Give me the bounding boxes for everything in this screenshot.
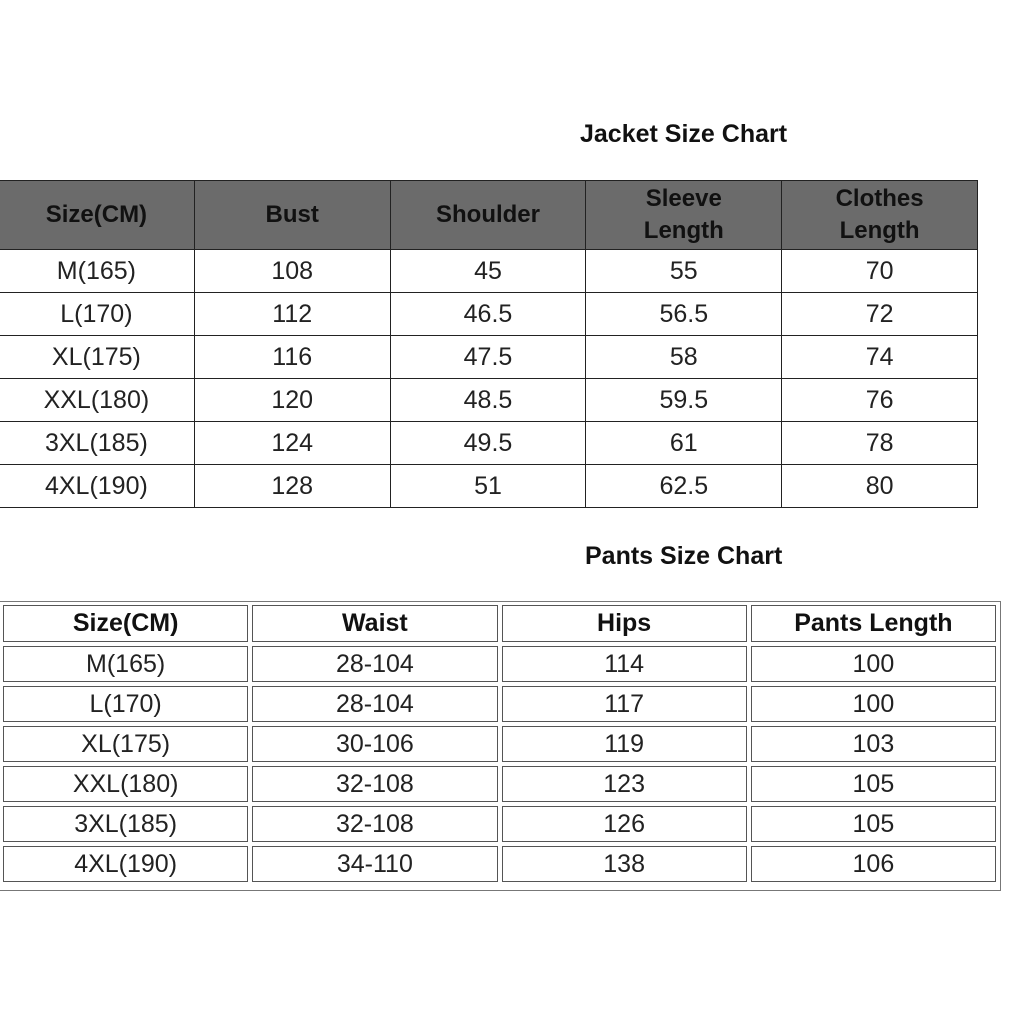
jacket-table-cell: 76 <box>782 379 978 422</box>
pants-table-cell: 105 <box>751 766 996 802</box>
jacket-table-row <box>0 250 978 293</box>
pants-table-cell: 126 <box>502 806 747 842</box>
pants-table-cell: M(165) <box>3 646 248 682</box>
pants-table-cell: 123 <box>502 766 747 802</box>
pants-table-cell: 28-104 <box>252 646 497 682</box>
jacket-header-shoulder: Shoulder <box>390 181 586 250</box>
jacket-table-row <box>0 336 978 379</box>
pants-size-table <box>0 601 1000 886</box>
pants-table-cell: 138 <box>502 846 747 882</box>
pants-table-row <box>3 806 996 842</box>
jacket-table-row <box>0 379 978 422</box>
pants-table-cell: 4XL(190) <box>3 846 248 882</box>
jacket-table-row <box>0 465 978 508</box>
pants-table-cell: 100 <box>751 646 996 682</box>
jacket-size-chart-title: Jacket Size Chart <box>580 120 788 148</box>
jacket-table-cell: 108 <box>194 250 390 293</box>
jacket-table-cell: 124 <box>194 422 390 465</box>
jacket-table-cell: M(165) <box>0 250 194 293</box>
jacket-table-cell: 51 <box>390 465 586 508</box>
jacket-table-cell: 55 <box>586 250 782 293</box>
pants-table-row <box>3 726 996 762</box>
jacket-table-cell: 45 <box>390 250 586 293</box>
pants-table-cell: XXL(180) <box>3 766 248 802</box>
pants-table-row <box>3 686 996 722</box>
jacket-table-cell: 48.5 <box>390 379 586 422</box>
pants-header-waist: Waist <box>252 605 497 642</box>
pants-table-cell: 114 <box>502 646 747 682</box>
jacket-table-cell: 116 <box>194 336 390 379</box>
jacket-table-cell: 70 <box>782 250 978 293</box>
pants-table-cell: 103 <box>751 726 996 762</box>
jacket-header-clothes-length: Clothes Length <box>782 181 978 250</box>
pants-table-cell: 119 <box>502 726 747 762</box>
pants-table-cell: 117 <box>502 686 747 722</box>
jacket-header-row <box>0 181 978 250</box>
jacket-header-bust: Bust <box>194 181 390 250</box>
pants-table-frame <box>0 601 1001 891</box>
jacket-header-size: Size(CM) <box>0 181 194 250</box>
jacket-table-row <box>0 293 978 336</box>
jacket-table-cell: 4XL(190) <box>0 465 194 508</box>
jacket-table-cell: L(170) <box>0 293 194 336</box>
pants-table-cell: 3XL(185) <box>3 806 248 842</box>
jacket-table-cell: 78 <box>782 422 978 465</box>
pants-table-cell: 106 <box>751 846 996 882</box>
pants-table-row <box>3 766 996 802</box>
pants-header-pants-length: Pants Length <box>751 605 996 642</box>
pants-table-cell: L(170) <box>3 686 248 722</box>
pants-table-cell: 32-108 <box>252 806 497 842</box>
jacket-table-cell: 128 <box>194 465 390 508</box>
jacket-table-cell: 80 <box>782 465 978 508</box>
pants-table-cell: 100 <box>751 686 996 722</box>
jacket-table-cell: 72 <box>782 293 978 336</box>
jacket-table-cell: 49.5 <box>390 422 586 465</box>
jacket-table-cell: 61 <box>586 422 782 465</box>
pants-table-cell: 30-106 <box>252 726 497 762</box>
jacket-table-cell: 59.5 <box>586 379 782 422</box>
pants-header-hips: Hips <box>502 605 747 642</box>
jacket-table-row <box>0 422 978 465</box>
pants-header-size: Size(CM) <box>3 605 248 642</box>
jacket-table-cell: 46.5 <box>390 293 586 336</box>
pants-table-cell: 32-108 <box>252 766 497 802</box>
pants-table-row <box>3 846 996 882</box>
pants-table-cell: 105 <box>751 806 996 842</box>
jacket-table-cell: XXL(180) <box>0 379 194 422</box>
pants-size-chart-title: Pants Size Chart <box>585 542 783 570</box>
jacket-size-table <box>0 180 978 508</box>
jacket-table-cell: XL(175) <box>0 336 194 379</box>
pants-table-row <box>3 646 996 682</box>
jacket-table-cell: 58 <box>586 336 782 379</box>
jacket-table-cell: 47.5 <box>390 336 586 379</box>
jacket-table-cell: 112 <box>194 293 390 336</box>
jacket-header-sleeve-length: Sleeve Length <box>586 181 782 250</box>
jacket-table-cell: 120 <box>194 379 390 422</box>
jacket-table-cell: 74 <box>782 336 978 379</box>
pants-table-cell: 34-110 <box>252 846 497 882</box>
pants-table-cell: 28-104 <box>252 686 497 722</box>
jacket-table-cell: 3XL(185) <box>0 422 194 465</box>
pants-table-cell: XL(175) <box>3 726 248 762</box>
jacket-table-cell: 62.5 <box>586 465 782 508</box>
jacket-table-cell: 56.5 <box>586 293 782 336</box>
pants-header-row <box>3 605 996 642</box>
